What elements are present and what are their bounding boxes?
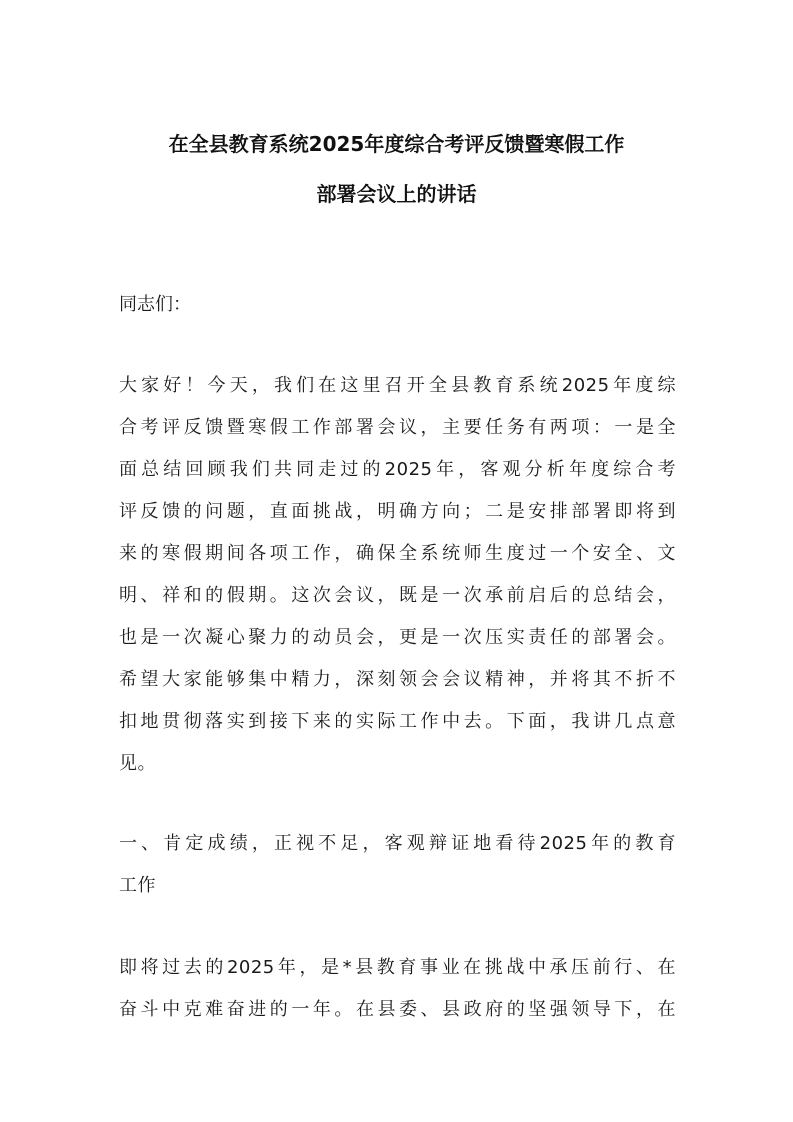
paragraph-line: 希望大家能够集中精力，深刻领会会议精神，并将其不折不 <box>119 669 676 690</box>
heading-line: 一、肯定成绩，正视不足，客观辩证地看待2025年的教育 <box>119 833 676 854</box>
paragraph-line: 见。 <box>119 753 156 774</box>
paragraph-line: 奋斗中克难奋进的一年。在县委、县政府的坚强领导下，在 <box>119 999 676 1020</box>
paragraph-line: 大家好！今天，我们在这里召开全县教育系统2025年度综 <box>119 375 676 396</box>
salutation: 同志们： <box>119 294 191 315</box>
document-title-line-1: 在全县教育系统2025年度综合考评反馈暨寒假工作 <box>168 132 625 156</box>
paragraph-line: 面总结回顾我们共同走过的2025年，客观分析年度综合考 <box>119 459 676 480</box>
paragraph-line: 来的寒假期间各项工作，确保全系统师生度过一个安全、文 <box>119 543 676 564</box>
paragraph-line: 扣地贯彻落实到接下来的实际工作中去。下面，我讲几点意 <box>119 711 676 732</box>
paragraph-line: 即将过去的2025年，是*县教育事业在挑战中承压前行、在 <box>119 957 676 978</box>
paragraph-line: 合考评反馈暨寒假工作部署会议，主要任务有两项：一是全 <box>119 417 676 438</box>
document-title-line-2: 部署会议上的讲话 <box>316 182 477 206</box>
paragraph-line: 明、祥和的假期。这次会议，既是一次承前启后的总结会， <box>119 585 676 606</box>
paragraph-line: 评反馈的问题，直面挑战，明确方向；二是安排部署即将到 <box>119 501 676 522</box>
paragraph-line: 也是一次凝心聚力的动员会，更是一次压实责任的部署会。 <box>119 627 676 648</box>
heading-line: 工作 <box>119 875 156 896</box>
